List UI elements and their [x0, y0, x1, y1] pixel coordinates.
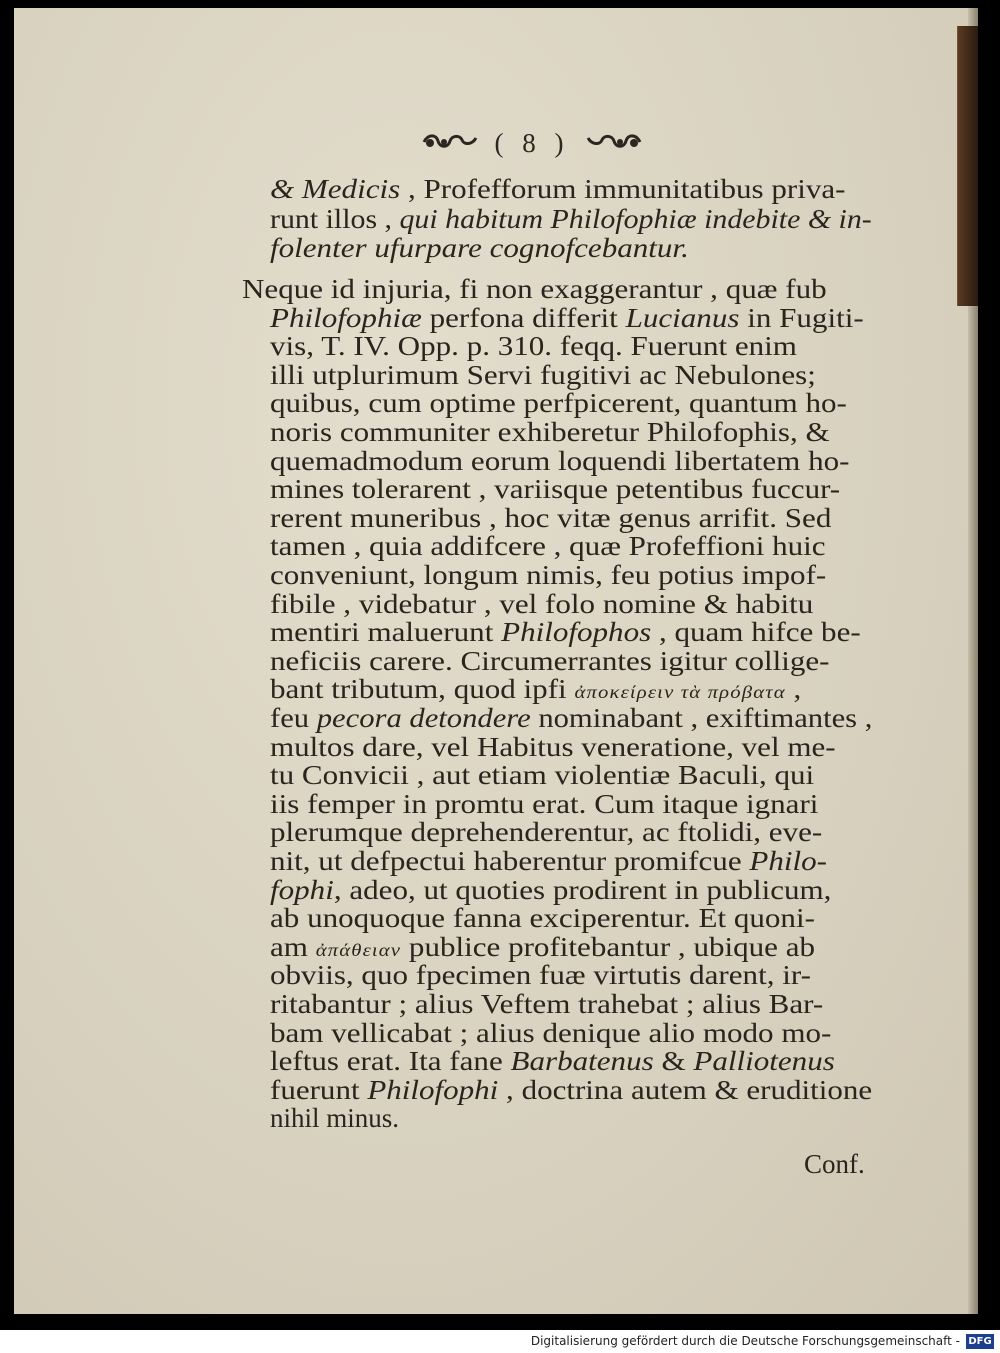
right-ornament-icon — [584, 123, 644, 163]
text-line: Neque id injuria, fi non exaggerantur , quæ fub — [242, 274, 827, 304]
text-line: leftus erat. Ita fane Barbatenus & Palliotenus — [270, 1046, 835, 1077]
text-line: fophi, adeo, ut quoties prodirent in publicum, — [270, 874, 832, 905]
page-header — [402, 120, 662, 160]
text-line: ab unoquoque fanna exciperentur. Et quoni- — [270, 903, 815, 934]
dfg-logo: DFG — [966, 1334, 994, 1349]
page-number: ( 8 ) — [494, 127, 570, 158]
text-line: mentiri maluerunt Philofophos , quam hifce be- — [270, 617, 861, 648]
text-line: runt illos , qui habitum Philofophiæ indebite & in- — [270, 203, 872, 234]
text-line: Philofophiæ perfona differit Lucianus in Fugiti- — [270, 302, 864, 333]
footer-credit: Digitalisierung gefördert durch die Deutsche Forschungsgemeinschaft - — [530, 1334, 960, 1348]
text-line: bant tributum, quod ipfi ἀποκείρειν τὰ πρόβατα , — [270, 674, 802, 705]
text-line: iis femper in promtu erat. Cum itaque ignari — [270, 788, 819, 819]
text-line: nit, ut defpectui haberentur promifcue Philo- — [270, 846, 827, 876]
text-line: folenter ufurpare cognofcebantur. — [270, 233, 689, 263]
text-line: fibile , videbatur , vel folo nomine & habitu — [270, 588, 814, 619]
text-line: mines tolerarent , variisque petentibus fuccur- — [270, 474, 841, 505]
text-line: tu Convicii , aut etiam violentiæ Baculi, qui — [270, 760, 815, 791]
text-line: feu pecora detondere nominabant , exiftimantes , — [270, 703, 873, 733]
text-line: quemadmodum eorum loquendi libertatem ho- — [270, 445, 850, 476]
left-ornament-icon — [420, 123, 480, 163]
catchword: Conf. — [804, 1149, 865, 1179]
footer-bar — [0, 1330, 1000, 1353]
text-line: & Medicis , Profefforum immunitatibus priva- — [270, 174, 846, 204]
text-line: illi utplurimum Servi fugitivi ac Nebulones; — [270, 359, 816, 390]
text-line: quibus, cum optime perfpicerent, quantum ho- — [270, 388, 847, 419]
text-line: plerumque deprehenderentur, ac ftolidi, eve- — [270, 817, 823, 848]
book-page — [14, 8, 978, 1314]
text-line: neficiis carere. Circumerrantes igitur collige- — [270, 645, 830, 676]
text-line: fuerunt Philofophi , doctrina autem & eruditione — [270, 1074, 873, 1105]
text-line: conveniunt, longum nimis, feu potius impof- — [270, 560, 827, 590]
text-line: noris communiter exhiberetur Philofophis, & — [270, 417, 830, 447]
text-line: ritabantur ; alius Veftem trahebat ; alius Bar- — [270, 989, 824, 1019]
text-line: am ἀπάθειαν publice profitebantur , ubique ab — [270, 931, 816, 962]
text-line: nihil minus. — [270, 1103, 400, 1134]
text-line: obviis, quo fpecimen fuæ virtutis darent, ir- — [270, 960, 811, 991]
binding-edge — [957, 26, 978, 306]
text-line: rerent muneribus , hoc vitæ genus arrifit. Sed — [270, 502, 832, 533]
text-line: tamen , quia addifcere , quæ Profeffioni huic — [270, 531, 826, 562]
text-line: vis, T. IV. Opp. p. 310. feqq. Fuerunt enim — [270, 331, 797, 362]
text-line: bam vellicabat ; alius denique alio modo mo- — [270, 1017, 832, 1048]
text-line: multos dare, vel Habitus veneratione, vel me- — [270, 731, 836, 762]
